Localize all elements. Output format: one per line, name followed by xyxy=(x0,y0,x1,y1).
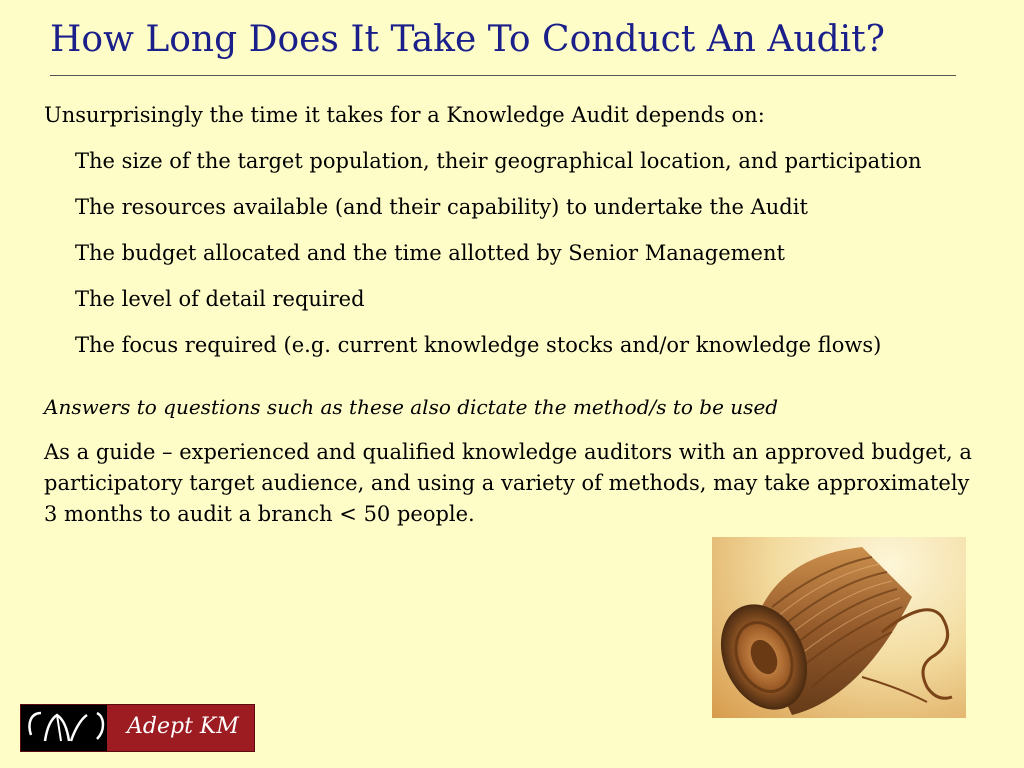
guide-paragraph: As a guide – experienced and qualified knowledge auditors with an approved budget, a participatory target audience, and using a variety of methods, may take approximately 3 months to audit a branch < 50 people. xyxy=(44,440,972,526)
logo-text: Adept KM xyxy=(127,714,239,739)
twine-spool-icon xyxy=(712,537,966,718)
adept-km-logo-icon xyxy=(21,705,107,751)
slide-title: How Long Does It Take To Conduct An Audit? xyxy=(50,19,885,60)
bullet-item: The budget allocated and the time allotted by Senior Management xyxy=(75,241,785,265)
bullet-item: The size of the target population, their geographical location, and participation xyxy=(75,149,922,173)
adept-km-logo xyxy=(20,704,255,752)
title-divider xyxy=(50,75,956,76)
bullet-item: The resources available (and their capability) to undertake the Audit xyxy=(75,195,808,219)
bullet-item: The level of detail required xyxy=(75,287,365,311)
bullet-item: The focus required (e.g. current knowledge stocks and/or knowledge flows) xyxy=(75,333,882,357)
answers-note: Answers to questions such as these also dictate the method/s to be used xyxy=(44,395,779,419)
twine-spool-image xyxy=(712,537,966,718)
intro-text: Unsurprisingly the time it takes for a Knowledge Audit depends on: xyxy=(44,103,765,127)
